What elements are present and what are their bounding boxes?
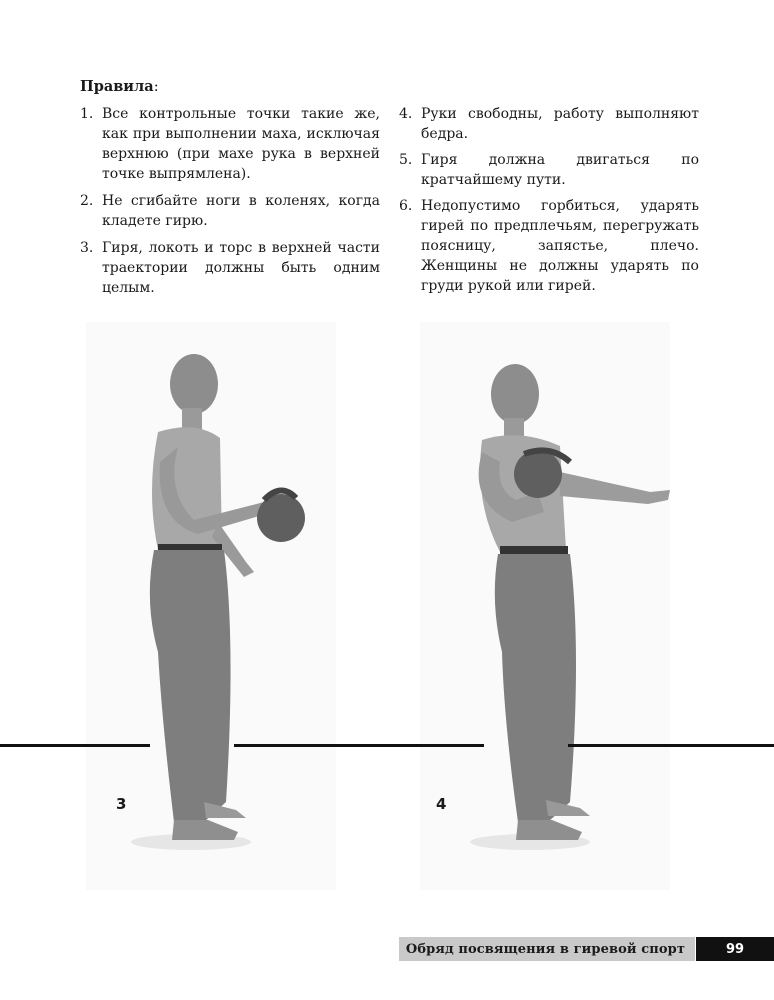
rule-number: 4. — [399, 106, 413, 122]
rule-item — [399, 196, 699, 296]
rule-item — [80, 238, 380, 298]
rule-item — [399, 104, 699, 144]
rule-text: Не сгибайте ноги в коленях, когда кладете гирю. — [102, 193, 380, 229]
divider-line — [568, 744, 774, 747]
rule-number: 6. — [399, 198, 413, 214]
figure-number-4: 4 — [436, 795, 447, 813]
page-number: 99 — [696, 937, 774, 961]
divider-line — [0, 744, 150, 747]
rule-text: Недопустимо горбиться, ударять гирей по предплечьям, перегружать поясницу, запястье, плечо. Женщины не должны ударять по груди рукой или гирей. — [421, 198, 699, 294]
rule-number: 2. — [80, 193, 94, 209]
rule-number: 3. — [80, 240, 94, 256]
figure-4-illustration — [420, 322, 670, 890]
chapter-title: Обряд посвящения в гиревой спорт — [405, 941, 685, 957]
divider-line — [234, 744, 484, 747]
rules-right-column — [399, 104, 699, 302]
rule-number: 5. — [399, 152, 413, 168]
rule-text: Гиря, локоть и торс в верхней части траектории должны быть одним целым. — [102, 240, 380, 296]
figure-number-3: 3 — [116, 795, 127, 813]
rules-left-column — [80, 104, 380, 305]
rule-text: Руки свободны, работу выполняют бедра. — [421, 106, 699, 142]
photo-kettlebell-rack — [420, 322, 670, 890]
rule-item — [80, 104, 380, 184]
rule-item — [80, 191, 380, 231]
footer-chapter-bar — [399, 937, 695, 961]
rule-text: Гиря должна двигаться по кратчайшему пути. — [421, 152, 699, 188]
rule-item — [399, 150, 699, 190]
rule-text: Все контрольные точки такие же, как при выполнении маха, исключая верхнюю (при махе рука в верхней точке выпрямлена). — [102, 106, 380, 182]
rules-heading: Правила: — [80, 78, 159, 95]
rule-number: 1. — [80, 106, 94, 122]
